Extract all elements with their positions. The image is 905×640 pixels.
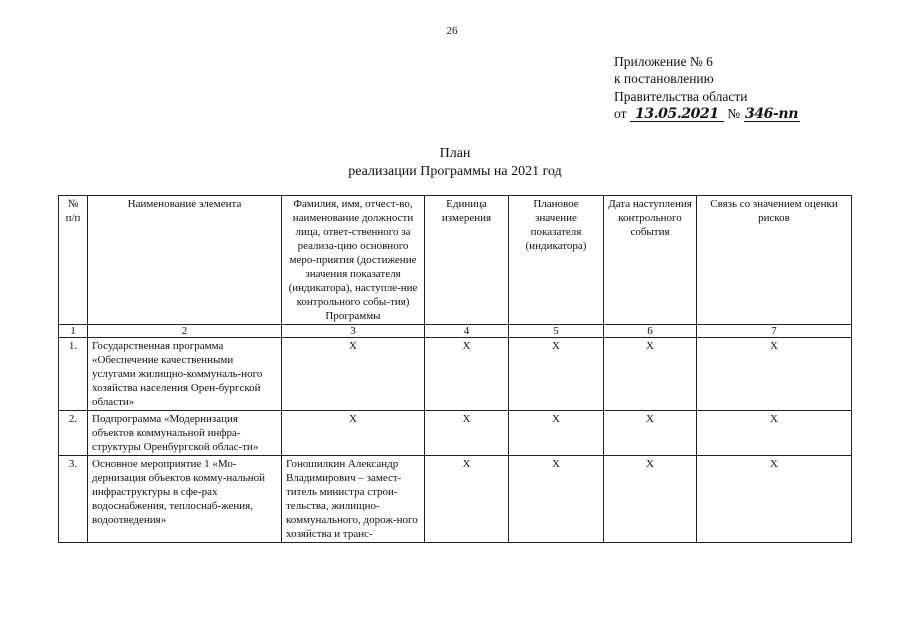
header-num: № п/п [59, 196, 88, 325]
row-planned-value: Х [509, 338, 604, 411]
index-cell: 1 [59, 325, 88, 338]
row-responsible: Х [282, 338, 425, 411]
row-unit: Х [425, 411, 509, 456]
index-cell: 4 [425, 325, 509, 338]
index-cell: 7 [697, 325, 852, 338]
index-cell: 5 [509, 325, 604, 338]
plan-title [300, 145, 610, 180]
row-planned-value: Х [509, 411, 604, 456]
from-label: от [614, 105, 627, 121]
row-risk-link: Х [697, 338, 852, 411]
appendix-block [614, 53, 844, 122]
header-responsible: Фамилия, имя, отчест-во, наименование должности лица, ответ-ственного за реализа-цию основного меро-приятия (достижение значения показателя (индикатора), наступле-ние контрольного собы-тия) Программы [282, 196, 425, 325]
table-row [59, 338, 852, 411]
row-event-date: Х [604, 456, 697, 543]
appendix-line-3: Правительства области [614, 88, 748, 104]
appendix-signature-line [614, 105, 844, 122]
plan-table [58, 195, 852, 543]
row-responsible: Х [282, 411, 425, 456]
number-label: № [727, 105, 741, 121]
row-element-name: Основное мероприятие 1 «Мо-дернизация объектов комму-нальной инфраструктуры в сфе-рах водоснабжения, теплоснаб-жения, водоотведения» [88, 456, 282, 543]
appendix-line-2: к постановлению [614, 71, 714, 87]
handwritten-number: 346-пп [745, 105, 798, 122]
index-cell: 2 [88, 325, 282, 338]
row-event-date: Х [604, 338, 697, 411]
appendix-line-1: Приложение № 6 [614, 54, 713, 69]
header-planned-value: Плановое значение показателя (индикатора) [509, 196, 604, 325]
table-row [59, 456, 852, 543]
row-number: 2. [59, 411, 88, 456]
row-element-name: Подпрограмма «Модернизация объектов коммунальной инфра-структуры Оренбургской облас-ти» [88, 411, 282, 456]
row-planned-value: Х [509, 456, 604, 543]
row-element-name: Государственная программа «Обеспечение качественными услугами жилищно-коммуналь-ного хозяйства населения Орен-бургской области» [88, 338, 282, 411]
row-risk-link: Х [697, 456, 852, 543]
row-unit: Х [425, 456, 509, 543]
header-element-name: Наименование элемента [88, 196, 282, 325]
row-responsible: Гоношилкин Александр Владимирович – замест-титель министра строи-тельства, жилищно-коммунального, дорож-ного хозяйства и транс- [282, 456, 425, 543]
title-line-1: План [439, 146, 471, 161]
header-row [59, 196, 852, 325]
row-number: 3. [59, 456, 88, 543]
column-index-row [59, 325, 852, 338]
title-line-2: реализации Программы на 2021 год [348, 163, 562, 179]
header-risk-link: Связь со значением оценки рисков [697, 196, 852, 325]
index-cell: 6 [604, 325, 697, 338]
table-row [59, 411, 852, 456]
header-event-date: Дата наступления контрольного события [604, 196, 697, 325]
index-cell: 3 [282, 325, 425, 338]
row-event-date: Х [604, 411, 697, 456]
handwritten-date: 13.05.2021 [630, 108, 724, 122]
row-unit: Х [425, 338, 509, 411]
page-number: 26 [446, 25, 458, 37]
row-number: 1. [59, 338, 88, 411]
row-risk-link: Х [697, 411, 852, 456]
header-unit: Единица измерения [425, 196, 509, 325]
